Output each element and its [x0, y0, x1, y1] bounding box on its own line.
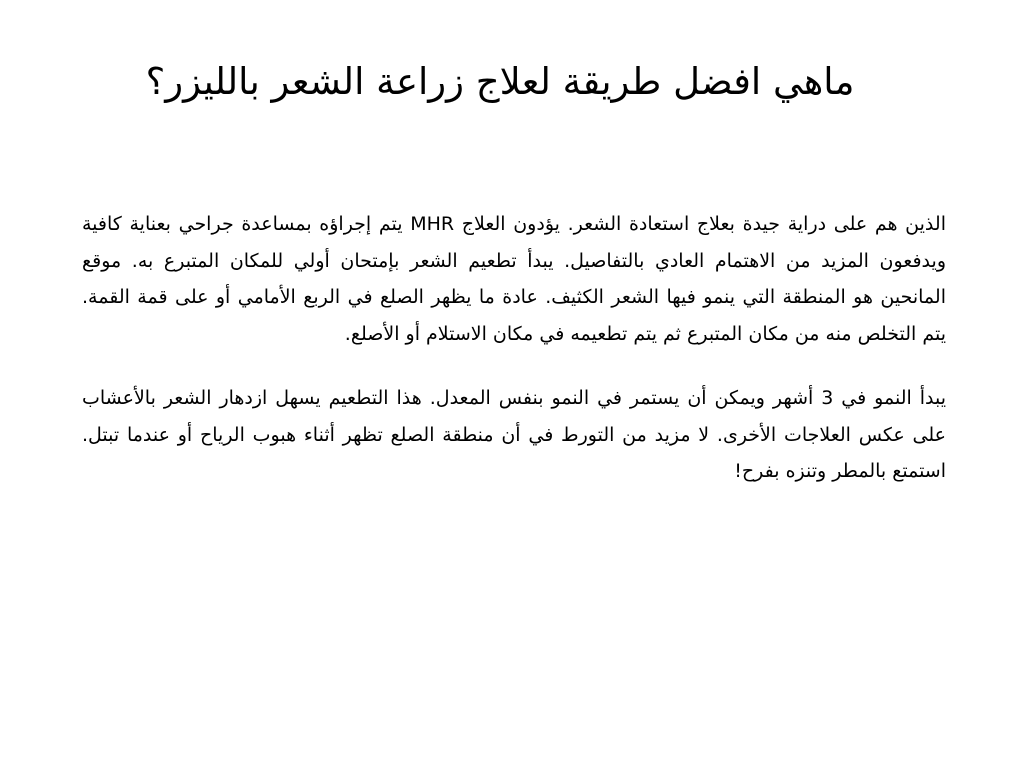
paragraph-results: يبدأ النمو في 3 أشهر ويمكن أن يستمر في النمو بنفس المعدل. هذا التطعيم يسهل ازدهار الشعر بالأعشاب على عكس العلاجات الأخرى. لا مزيد من التورط في أن منطقة الصلع تظهر أثناء هبوب الرياح أو عندما تبتل. استمتع بالمطر وتنزه بفرح! [82, 387, 946, 482]
slide-body [82, 206, 946, 518]
paragraph-procedure: الذين هم على دراية جيدة بعلاج استعادة الشعر. يؤدون العلاج MHR يتم إجراؤه بمساعدة جراحي بعناية كافية ويدفعون المزيد من الاهتمام العادي بالتفاصيل. يبدأ تطعيم الشعر بإمتحان أولي للمكان المتبرع به. موقع المانحين هو المنطقة التي ينمو فيها الشعر الكثيف. عادة ما يظهر الصلع في الربع الأمامي أو على قمة القمة. يتم التخلص منه من مكان المتبرع ثم يتم تطعيمه في مكان الاستلام أو الأصلع. [82, 213, 946, 345]
slide-title: ماهي افضل طريقة لعلاج زراعة الشعر بالليزر؟ [145, 60, 855, 103]
